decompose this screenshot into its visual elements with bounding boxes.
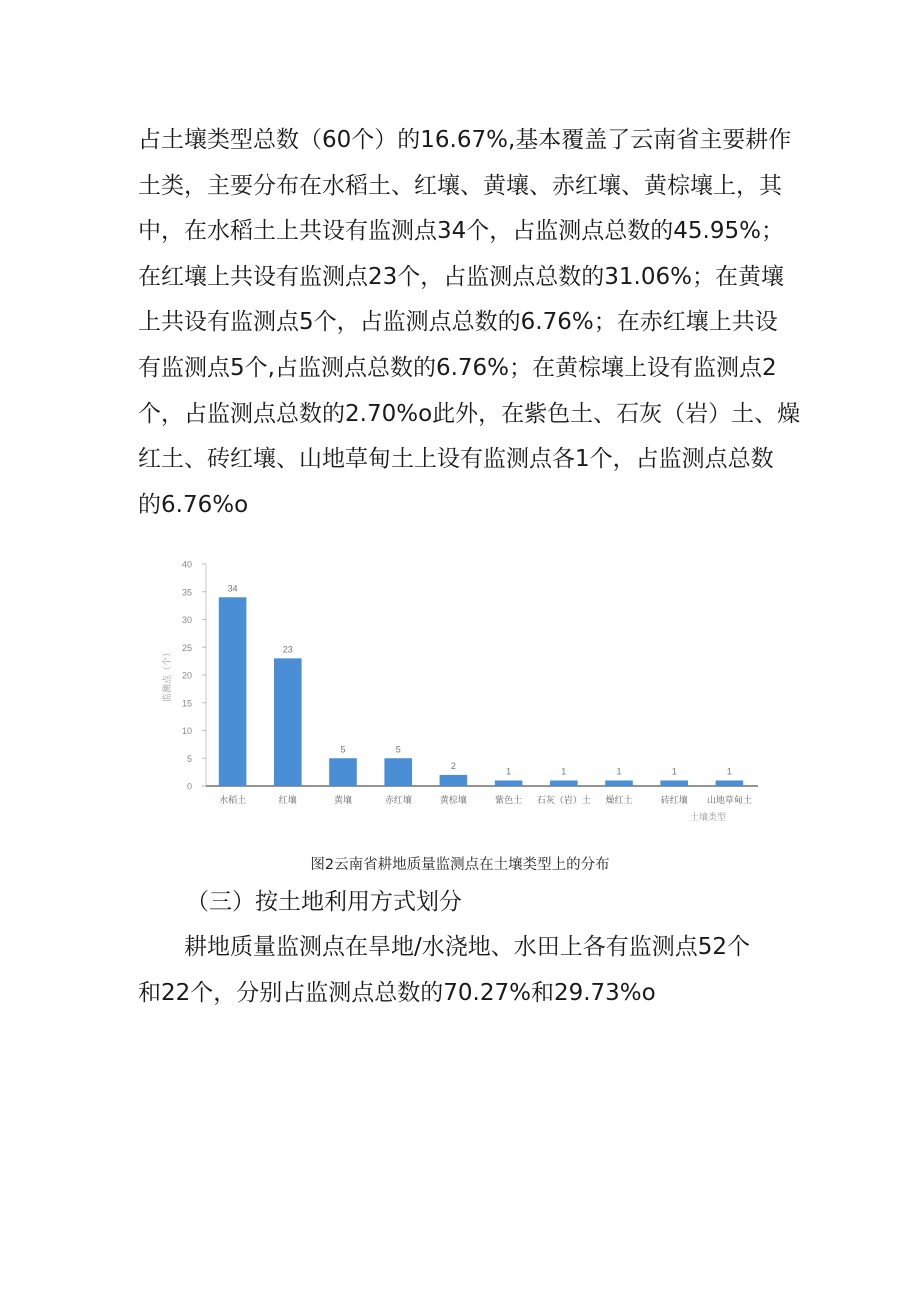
bar	[384, 758, 412, 786]
x-tick-label: 砖红壤	[660, 796, 688, 806]
y-tick-label: 0	[186, 781, 192, 792]
text-line: 中，在水稻土上共设有监测点34个，占监测点总数的45.95%；	[138, 218, 784, 245]
bar-value-label: 5	[395, 744, 401, 755]
bar	[440, 775, 468, 786]
x-tick-label: 紫色土	[495, 796, 523, 806]
y-tick-label: 30	[181, 615, 192, 625]
figure-caption: 图2云南省耕地质量监测点在土壤类型上的分布	[310, 857, 610, 873]
x-tick-label: 燥红土	[605, 796, 633, 806]
bar	[550, 780, 578, 786]
y-tick-label: 40	[181, 559, 192, 570]
y-tick-label: 20	[181, 670, 192, 681]
bar-value-label: 1	[506, 766, 512, 777]
text-line: 的6.76%o	[138, 491, 249, 518]
bar-value-label: 2	[450, 760, 456, 771]
y-tick-label: 15	[181, 698, 192, 709]
y-tick-label: 35	[181, 587, 192, 598]
x-tick-label: 红壤	[278, 796, 297, 806]
bar	[329, 758, 357, 786]
bar	[274, 658, 302, 786]
text-line: 占土壤类型总数（60个）的16.67%,基本覆盖了云南省主要耕作	[138, 127, 792, 153]
x-tick-label: 黄壤	[333, 796, 353, 806]
text-line: 和22个，分别占监测点总数的70.27%和29.73%o	[138, 979, 656, 1006]
text-line: 红土、砖红壤、山地草甸土上设有监测点各1个，占监测点总数	[138, 446, 774, 473]
y-tick-label: 25	[181, 642, 192, 653]
text-line: 耕地质量监测点在旱地/水浇地、水田上各有监测点52个	[184, 934, 751, 960]
chart-svg	[150, 553, 770, 833]
bar-value-label: 34	[227, 583, 238, 594]
section-heading: （三）按土地利用方式划分	[186, 889, 462, 915]
bar-value-label: 23	[282, 644, 293, 655]
bar-value-label: 1	[561, 766, 567, 777]
y-axis-label: 监测点（个）	[163, 647, 173, 703]
x-axis-label: 土壤类型	[689, 813, 727, 823]
y-tick-label: 10	[181, 726, 192, 736]
paragraph-soil-types	[138, 118, 801, 528]
text-line: 个，占监测点总数的2.70%o此外，在紫色土、石灰（岩）土、燥	[138, 400, 801, 427]
x-tick-label: 山地草甸土	[706, 796, 752, 806]
bar	[219, 597, 247, 786]
bar-value-label: 1	[671, 766, 677, 777]
text-line: 上共设有监测点5个，占监测点总数的6.76%；在赤红壤上共设	[138, 309, 778, 336]
text-line: 土类，主要分布在水稻土、红壤、黄壤、赤红壤、黄棕壤上，其	[138, 172, 782, 199]
bar-chart	[150, 553, 770, 833]
bar	[660, 780, 688, 786]
y-tick-label: 5	[186, 753, 192, 764]
x-tick-label: 黄棕壤	[439, 796, 467, 806]
x-tick-label: 赤红壤	[384, 796, 412, 806]
x-tick-label: 水稻土	[219, 796, 247, 806]
bar-value-label: 1	[726, 766, 732, 777]
bar-value-label: 1	[616, 766, 622, 777]
paragraph-land-use	[138, 925, 798, 1016]
bar	[495, 780, 523, 786]
text-line: 在红壤上共设有监测点23个，占监测点总数的31.06%；在黄壤	[138, 263, 784, 290]
bar	[605, 780, 633, 786]
bar-value-label: 5	[340, 744, 346, 755]
bar	[716, 780, 744, 786]
x-tick-label: 石灰（岩）土	[536, 796, 591, 806]
text-line: 有监测点5个,占监测点总数的6.76%；在黄棕壤上设有监测点2	[138, 354, 777, 381]
